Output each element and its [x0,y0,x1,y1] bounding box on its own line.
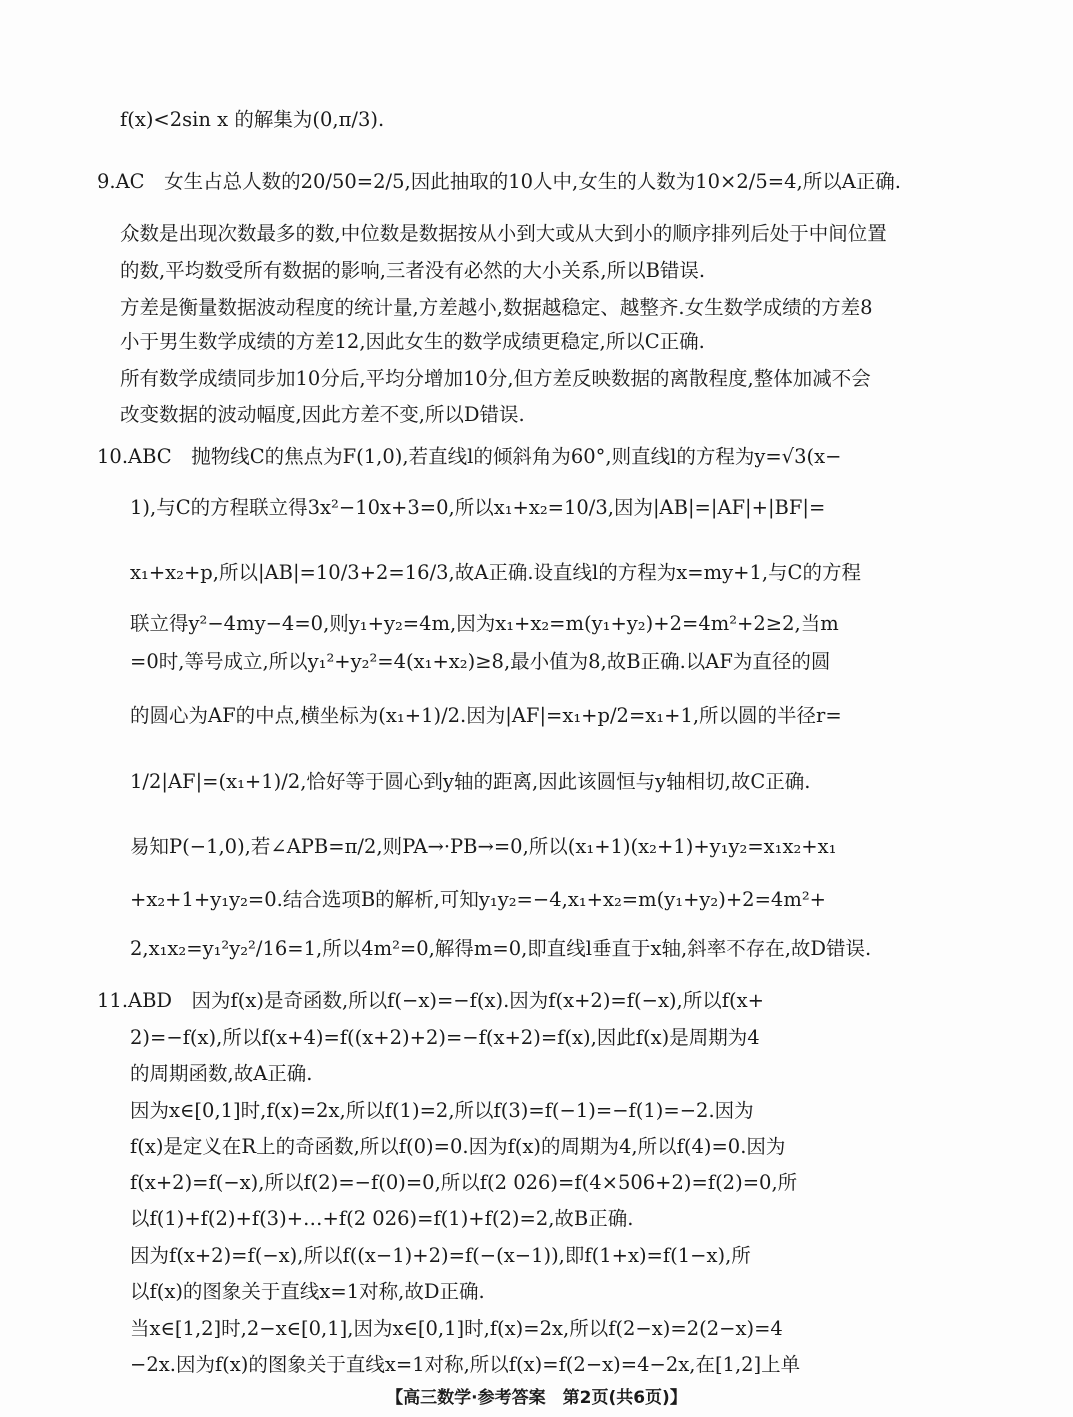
text-line: 10.ABC 抛物线C的焦点为F(1,0),若直线l的倾斜角为60°,则直线l的方程为y=√3(x− [97,445,842,468]
text-line: 以f(1)+f(2)+f(3)+…+f(2 026)=f(1)+f(2)=2,故B正确. [130,1207,634,1230]
text-line: x₁+x₂+p,所以|AB|=10/3+2=16/3,故A正确.设直线l的方程为x=my+1,与C的方程 [130,561,861,584]
text-line: 联立得y²−4my−4=0,则y₁+y₂=4m,因为x₁+x₂=m(y₁+y₂)+2=4m²+2≥2,当m [130,612,839,635]
text-line: 11.ABD 因为f(x)是奇函数,所以f(−x)=−f(x).因为f(x+2)=f(−x),所以f(x+ [97,989,764,1012]
text-line: 因为f(x+2)=f(−x),所以f((x−1)+2)=f(−(x−1)),即f(1+x)=f(1−x),所 [130,1244,751,1267]
text-line: −2x.因为f(x)的图象关于直线x=1对称,所以f(x)=f(2−x)=4−2x,在[1,2]上单 [130,1353,801,1376]
text-line: 众数是出现次数最多的数,中位数是数据按从小到大或从大到小的顺序排列后处于中间位置 [120,222,887,245]
text-line: 1/2|AF|=(x₁+1)/2,恰好等于圆心到y轴的距离,因此该圆恒与y轴相切,故C正确. [130,770,811,793]
text-line: =0时,等号成立,所以y₁²+y₂²=4(x₁+x₂)≥8,最小值为8,故B正确.以AF为直径的圆 [130,650,831,673]
text-line: 方差是衡量数据波动程度的统计量,方差越小,数据越稳定、越整齐.女生数学成绩的方差8 [120,296,873,319]
text-line: 以f(x)的图象关于直线x=1对称,故D正确. [130,1280,485,1303]
text-line: 2,x₁x₂=y₁²y₂²/16=1,所以4m²=0,解得m=0,即直线l垂直于x轴,斜率不存在,故D错误. [130,937,872,960]
text-line: 因为x∈[0,1]时,f(x)=2x,所以f(1)=2,所以f(3)=f(−1)=−f(1)=−2.因为 [130,1099,754,1122]
text-line: 2)=−f(x),所以f(x+4)=f((x+2)+2)=−f(x+2)=f(x),因此f(x)是周期为4 [130,1026,760,1049]
text-line: f(x)是定义在R上的奇函数,所以f(0)=0.因为f(x)的周期为4,所以f(4)=0.因为 [130,1135,786,1158]
text-line: 9.AC 女生占总人数的20/50=2/5,因此抽取的10人中,女生的人数为10×2/5=4,所以A正确. [97,170,901,193]
text-line: +x₂+1+y₁y₂=0.结合选项B的解析,可知y₁y₂=−4,x₁+x₂=m(y₁+y₂)+2=4m²+ [130,888,826,911]
text-line: 当x∈[1,2]时,2−x∈[0,1],因为x∈[0,1]时,f(x)=2x,所以f(2−x)=2(2−x)=4 [130,1317,783,1340]
text-line: 的圆心为AF的中点,横坐标为(x₁+1)/2.因为|AF|=x₁+p/2=x₁+1,所以圆的半径r= [130,704,842,727]
text-line: 1),与C的方程联立得3x²−10x+3=0,所以x₁+x₂=10/3,因为|AB|=|AF|+|BF|= [130,496,826,519]
text-line: 的数,平均数受所有数据的影响,三者没有必然的大小关系,所以B错误. [120,259,706,282]
text-line: f(x+2)=f(−x),所以f(2)=−f(0)=0,所以f(2 026)=f(4×506+2)=f(2)=0,所 [130,1171,798,1194]
text-line: 的周期函数,故A正确. [130,1062,313,1085]
page-footer: 【高三数学·参考答案 第2页(共6页)】 [386,1388,687,1408]
text-line: 易知P(−1,0),若∠APB=π/2,则PA→·PB→=0,所以(x₁+1)(x₂+1)+y₁y₂=x₁x₂+x₁ [130,835,837,858]
text-line: 改变数据的波动幅度,因此方差不变,所以D错误. [120,403,525,426]
text-line: 所有数学成绩同步加10分后,平均分增加10分,但方差反映数据的离散程度,整体加减不会 [120,367,871,390]
text-line: 小于男生数学成绩的方差12,因此女生的数学成绩更稳定,所以C正确. [120,330,705,353]
text-line: f(x)<2sin x 的解集为(0,π/3). [120,108,385,131]
